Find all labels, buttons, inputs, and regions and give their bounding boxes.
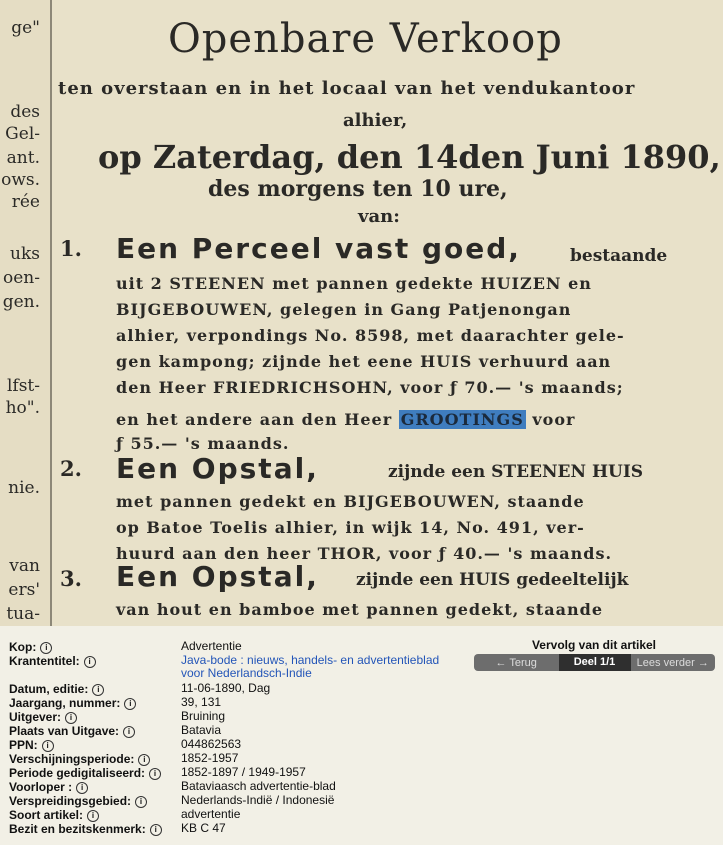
meta-label: Plaats van Uitgave: i <box>9 724 135 738</box>
ad-text: en het andere aan den Heer <box>116 410 393 429</box>
info-icon[interactable]: i <box>150 824 162 836</box>
item-number: 2. <box>60 456 82 481</box>
fragment-text: tua- <box>6 604 40 624</box>
previous-part-button[interactable]: ← Terug <box>495 656 537 669</box>
ad-line: uit 2 STEENEN met pannen gedekte HUIZEN en <box>116 274 592 293</box>
ad-line: alhier, verpondings No. 8598, met daarachter gele- <box>116 326 625 345</box>
fragment-text: Gel- <box>5 124 40 144</box>
fragment-text: van <box>9 556 40 576</box>
info-icon[interactable]: i <box>65 712 77 724</box>
info-icon[interactable]: i <box>138 754 150 766</box>
meta-value: 1852-1897 / 1949-1957 <box>181 765 306 779</box>
arrow-right-icon: → <box>697 656 709 669</box>
ad-title: Openbare Verkoop <box>168 16 563 62</box>
ad-line: van hout en bamboe met pannen gedekt, staande <box>116 600 603 619</box>
meta-value: Bataviaasch advertentie-blad <box>181 779 336 793</box>
fragment-text: ers' <box>8 580 40 600</box>
article-pager <box>474 654 715 671</box>
meta-value: 39, 131 <box>181 695 222 709</box>
item-heading: Een Opstal, <box>116 452 319 485</box>
meta-label: Voorloper : i <box>9 780 88 794</box>
meta-label: PPN: i <box>9 738 54 752</box>
item-number: 3. <box>60 566 82 591</box>
ad-line: zijnde een STEENEN HUIS <box>388 462 644 482</box>
meta-value: KB C 47 <box>181 821 226 835</box>
item-number: 1. <box>60 236 82 261</box>
fragment-text: ge" <box>11 18 40 38</box>
meta-value: 1852-1957 <box>181 751 239 765</box>
ad-text: voor <box>532 410 576 429</box>
info-icon[interactable]: i <box>42 740 54 752</box>
fragment-text: gen. <box>2 292 40 312</box>
meta-value: Advertentie <box>181 639 242 653</box>
arrow-left-icon: ← <box>495 656 507 669</box>
metadata-panel <box>0 626 723 845</box>
fragment-text: rée <box>11 192 40 212</box>
meta-label: Soort artikel: i <box>9 808 99 822</box>
fragment-text: lfst- <box>6 376 40 396</box>
info-icon[interactable]: i <box>92 684 104 696</box>
meta-label: Bezit en bezitskenmerk: i <box>9 822 162 836</box>
meta-label: Periode gedigitaliseerd: i <box>9 766 161 780</box>
ad-date: op Zaterdag, den 14den Juni 1890, <box>98 138 721 176</box>
meta-value: 11-06-1890, Dag <box>181 681 271 695</box>
advertisement-article <box>58 0 721 626</box>
meta-label: Verschijningsperiode: i <box>9 752 150 766</box>
ad-line: op Batoe Toelis alhier, in wijk 14, No. 491, ver- <box>116 518 585 537</box>
ad-line: BIJGEBOUWEN, gelegen in Gang Patjenongan <box>116 300 572 319</box>
info-icon[interactable]: i <box>40 642 52 654</box>
meta-label: Datum, editie: i <box>9 682 104 696</box>
meta-label: Uitgever: i <box>9 710 77 724</box>
meta-label: Krantentitel: i <box>9 654 96 668</box>
newspaper-title-link[interactable]: Java-bode : nieuws, handels- en advertentieblad voor Nederlandsch-Indie <box>181 653 440 680</box>
adjacent-column-fragment <box>0 0 52 626</box>
meta-label: Verspreidingsgebied: i <box>9 794 147 808</box>
ad-line: van: <box>358 206 400 227</box>
fragment-text: nie. <box>8 478 40 498</box>
ad-line: bestaande <box>570 246 668 266</box>
ad-line <box>116 410 575 429</box>
next-part-button[interactable]: Lees verder → <box>636 656 709 669</box>
ad-time: des morgens ten 10 ure, <box>208 176 508 202</box>
part-indicator: Deel 1/1 <box>559 654 631 671</box>
meta-value: Nederlands-Indië / Indonesië <box>181 793 335 807</box>
fragment-text: ows. <box>1 170 40 190</box>
ad-line: gen kampong; zijnde het eene HUIS verhuurd aan <box>116 352 612 371</box>
info-icon[interactable]: i <box>123 726 135 738</box>
meta-value: Batavia <box>181 723 222 737</box>
info-icon[interactable]: i <box>87 810 99 822</box>
fragment-text: oen- <box>3 268 40 288</box>
info-icon[interactable]: i <box>76 782 88 794</box>
fragment-text: des <box>10 102 40 122</box>
ad-line: met pannen gedekt en BIJGEBOUWEN, staande <box>116 492 585 511</box>
info-icon[interactable]: i <box>84 656 96 668</box>
ad-line: huurd aan den heer THOR, voor ƒ 40.— 's maands. <box>116 544 613 563</box>
meta-value: 044862563 <box>181 737 242 751</box>
info-icon[interactable]: i <box>135 796 147 808</box>
meta-label: Jaargang, nummer: i <box>9 696 136 710</box>
meta-value: advertentie <box>181 807 241 821</box>
info-icon[interactable]: i <box>149 768 161 780</box>
ad-line: ƒ 55.— 's maands. <box>116 434 290 453</box>
item-heading: Een Perceel vast goed, <box>116 232 521 265</box>
ad-line: ten overstaan en in het locaal van het vendukantoor <box>58 78 636 99</box>
fragment-text: ho". <box>5 398 40 418</box>
ad-line: alhier, <box>343 110 408 131</box>
meta-value: Bruining <box>181 709 226 723</box>
search-highlight[interactable]: GROOTINGS <box>400 410 524 429</box>
fragment-text: uks <box>10 244 40 264</box>
ad-line: den Heer FRIEDRICHSOHN, voor ƒ 70.— 's maands; <box>116 378 624 397</box>
meta-label: Kop: i <box>9 640 52 654</box>
ad-line: zijnde een HUIS gedeeltelijk <box>356 570 629 590</box>
vervolg-title: Vervolg van dit artikel <box>531 638 657 652</box>
info-icon[interactable]: i <box>124 698 136 710</box>
fragment-text: ant. <box>6 148 40 168</box>
item-heading: Een Opstal, <box>116 560 319 593</box>
